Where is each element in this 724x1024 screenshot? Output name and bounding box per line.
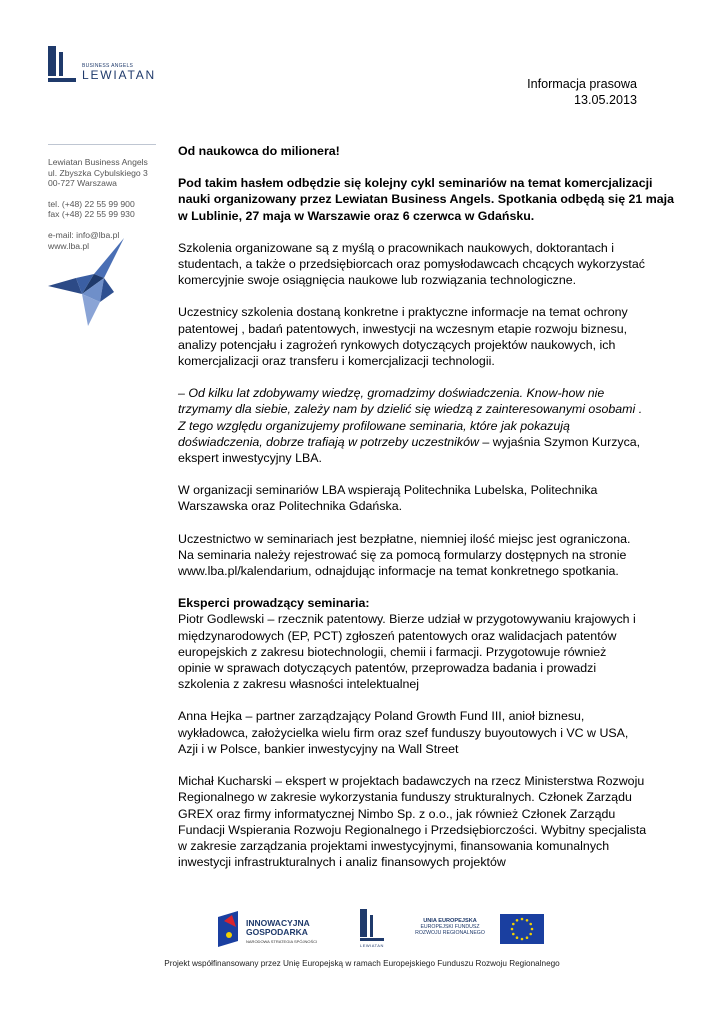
lba-footer-label: LEWIATAN	[360, 943, 384, 948]
fax-line: fax (+48) 22 55 99 930	[48, 209, 135, 220]
expert-line: Fundacji Wspierania Rozwoju Regionalnego i Przedsiębiorczości. Wybitny specjalista	[178, 822, 647, 837]
expert-line: wykładowca, założycielka wielu firm oraz szef funduszy buyoutowych i VC w USA,	[178, 725, 629, 740]
expert-line: międzynarodowych (EP, PCT) zgłoszeń patentowych oraz walidacjach patentów	[178, 628, 617, 643]
paragraph-line: komercjalizacji oraz transferu i komercjalizacji technologii.	[178, 354, 495, 369]
document-date: 13.05.2013	[573, 93, 637, 107]
expert-line: opinie w sprawach dotyczących patentów, przeprowadza badania i prowadzi	[178, 661, 597, 676]
footer-logos	[218, 905, 538, 951]
eu-line: UNIA EUROPEJSKA	[423, 918, 477, 924]
logo-small-text: BUSINESS ANGELS	[82, 63, 134, 69]
quote-paragraph	[178, 385, 648, 466]
experts-heading: Eksperci prowadzący seminaria:	[178, 596, 370, 611]
address-line: Lewiatan Business Angels	[48, 157, 148, 167]
expert-paragraph	[178, 708, 648, 757]
paragraph-line: analizy potencjału i zagrożeń rynkowych dotyczących projektów naukowych, ich	[178, 337, 616, 352]
expert-line: Piotr Godlewski – rzecznik patentowy. Bierze udział w przygotowywaniu krajowych i	[178, 612, 636, 627]
lba-logo-icon	[48, 46, 76, 84]
innowacyjna-gospodarka-logo	[218, 909, 338, 949]
paragraph	[178, 240, 648, 289]
expert-line: szkolenia z zakresu własności intelektualnej	[178, 677, 420, 692]
lba-logo	[48, 44, 163, 84]
press-header	[527, 76, 637, 108]
expert-line: Michał Kucharski – ekspert w projektach badawczych na rzecz Ministerstwa Rozwoju	[178, 774, 645, 789]
document-type: Informacja prasowa	[527, 77, 637, 91]
quote-line	[178, 434, 648, 450]
paragraph	[178, 531, 648, 580]
email-link[interactable]: e-mail: info@lba.pl	[48, 229, 120, 240]
quote-attribution: – wyjaśnia Szymon Kurzyca,	[478, 434, 641, 449]
paragraph	[178, 482, 648, 514]
expert-line: Regionalnego w zakresie wykorzystania funduszy strukturalnych. Członek Zarządu	[178, 790, 632, 805]
ig-line: INNOWACYJNA	[246, 918, 310, 928]
article	[178, 143, 674, 886]
eu-flag-icon	[500, 914, 544, 944]
logo-wordmark	[82, 63, 156, 82]
expert-line: inwestycji infrastrukturalnych i analiz finansowych projektów	[178, 855, 506, 870]
website-link[interactable]: www.lba.pl	[48, 240, 90, 251]
quote-attribution-line: ekspert inwestycyjny LBA.	[178, 451, 322, 466]
paragraph	[178, 304, 648, 369]
paragraph-line: Szkolenia organizowane są z myślą o pracownikach naukowych, doktorantach i	[178, 240, 614, 255]
article-title: Od naukowca do milionera!	[178, 144, 340, 158]
lead-line: w Lublinie, 27 maja w Warszawie oraz 6 czerwca w Gdańsku.	[178, 208, 535, 223]
expert-line: europejskich z zakresu biotechnologii, chemii i farmacji. Przygotowuje również	[178, 644, 607, 659]
ig-line: GOSPODARKA	[246, 927, 308, 937]
paper-bird-icon	[48, 238, 128, 328]
eu-fund-text	[404, 918, 496, 936]
article-lead	[178, 175, 674, 224]
expert-line: w zakresie zarządzania projektami inwestycyjnymi, finansowania komunalnych	[178, 838, 610, 853]
lead-line: Pod takim hasłem odbędzie się kolejny cykl seminariów na temat komercjalizacji	[178, 176, 653, 191]
eu-line: ROZWOJU REGIONALNEGO	[415, 930, 485, 936]
paragraph-line: Uczestnictwo w seminariach jest bezpłatne, niemniej ilość miejsc jest ograniczona.	[178, 531, 631, 546]
expert-line: Azji i w Polsce, bankier inwestycyjny na Wall Street	[178, 741, 459, 756]
paragraph-line: W organizacji seminariów LBA wspierają Politechnika Lubelska, Politechnika	[178, 483, 598, 498]
expert-line: GREX oraz firmy informatycznej Nimbo Sp. z o.o., jak również Członek Zarządu	[178, 806, 616, 821]
phone-line: tel. (+48) 22 55 99 900	[48, 198, 135, 209]
experts-section	[178, 595, 648, 692]
paragraph-line: Na seminaria należy rejestrować się za pomocą formularzy dostępnych na stronie	[178, 547, 627, 562]
expert-line: Anna Hejka – partner zarządzający Poland Growth Fund III, anioł biznesu,	[178, 709, 585, 724]
quote-line: trzymamy dla siebie, zależy nam by dzielić się wiedzą z zainteresowanymi osobami .	[178, 402, 643, 417]
expert-paragraph	[178, 773, 648, 870]
paragraph-line: Uczestnicy szkolenia dostaną konkretne i praktyczne informacje na temat ochrony	[178, 305, 628, 320]
ig-wordmark	[246, 919, 310, 937]
innowacyjna-gospodarka-logo-icon	[218, 911, 244, 947]
paragraph-line: patentowej , badań patentowych, inwestycji na wczesnym etapie rozwoju biznesu,	[178, 321, 628, 336]
logo-big-text: LEWIATAN	[82, 68, 156, 82]
ig-subtitle: NARODOWA STRATEGIA SPÓJNOŚCI	[246, 939, 318, 944]
paragraph-line: Warszawska oraz Politechnika Gdańska.	[178, 499, 403, 514]
quote-line: – Od kilku lat zdobywamy wiedzę, gromadzimy doświadczenia. Know-how nie	[178, 386, 605, 401]
sidebar	[48, 44, 163, 251]
address-line: ul. Zbyszka Cybulskiego 3	[48, 167, 148, 178]
paragraph-line: komercyjnie swoje osiągnięcia naukowe lub rozwiązania technologiczne.	[178, 273, 577, 288]
paragraph-line: www.lba.pl/kalendarium, odnajdując informacje na temat konkretnego spotkania.	[178, 564, 619, 579]
lead-line: nauki organizowany przez Lewiatan Business Angels. Spotkania odbędą się 21 maja	[178, 192, 674, 207]
quote-line: Z tego względu organizujemy profilowane seminaria, które jak pokazują	[178, 418, 570, 433]
sidebar-divider	[48, 144, 156, 145]
eu-line: EUROPEJSKI FUNDUSZ	[420, 924, 480, 930]
cofinancing-note: Projekt współfinansowany przez Unię Europejską w ramach Europejskiego Funduszu Rozwoju Regionalnego	[164, 959, 560, 968]
quote-text: doświadczenia, dobrze trafiają w potrzeby uczestników	[178, 434, 479, 449]
paragraph-line: studentach, a także o przedsiębiorcach oraz pomysłodawcach chcących wykorzystać	[178, 257, 645, 272]
address-line: 00-727 Warszawa	[48, 178, 117, 189]
